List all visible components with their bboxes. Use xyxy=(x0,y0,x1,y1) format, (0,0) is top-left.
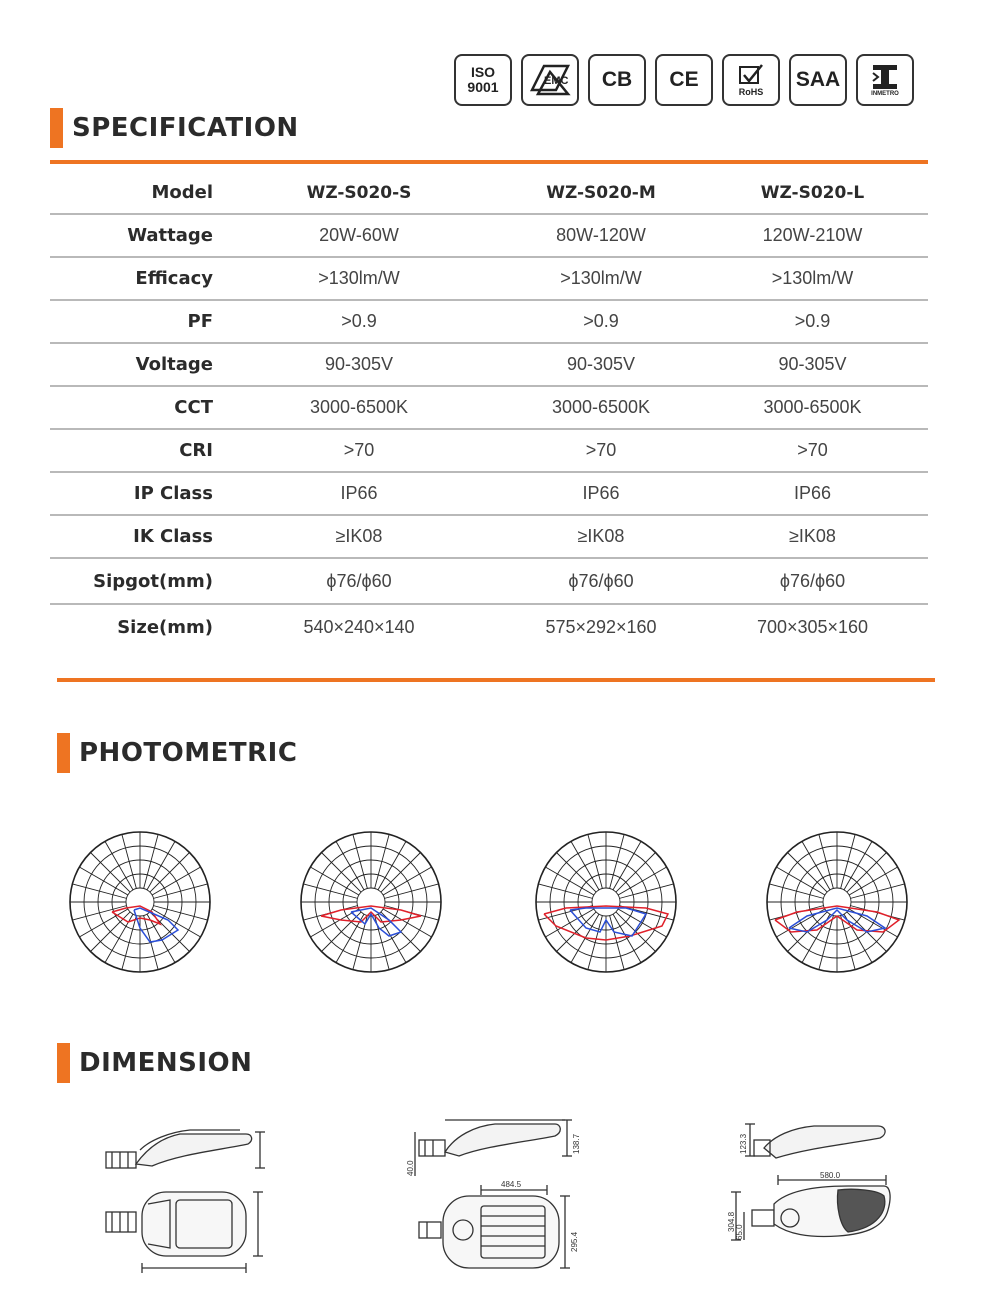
spec-value: ϕ76/ϕ60 xyxy=(697,558,928,604)
spec-value: ≥IK08 xyxy=(697,515,928,558)
spec-value: >0.9 xyxy=(213,300,505,343)
spec-row xyxy=(50,172,928,214)
large-top-height-label: 304.8 xyxy=(727,1211,736,1232)
spec-value: 540×240×140 xyxy=(303,616,415,637)
medium-side-height-label: 138.7 xyxy=(572,1133,581,1154)
spec-value: 575×292×160 xyxy=(545,616,657,637)
spec-label: PF xyxy=(50,300,213,343)
spec-value: >130lm/W xyxy=(505,257,697,300)
spec-row xyxy=(50,214,928,257)
polar-diagram-2 xyxy=(297,828,445,976)
spec-value: ϕ76/ϕ60 xyxy=(505,558,697,604)
dimension-header xyxy=(57,1043,252,1083)
spec-value: 3000-6500K xyxy=(213,386,505,429)
spec-value: IP66 xyxy=(697,472,928,515)
dimension-drawing-medium xyxy=(405,1112,585,1282)
spec-label: Voltage xyxy=(50,343,213,386)
spec-value: WZ-S020-L xyxy=(697,172,928,214)
spec-row xyxy=(50,604,928,649)
spec-value: 700×305×160 xyxy=(756,616,869,637)
spec-label: Efficacy xyxy=(50,257,213,300)
spec-row xyxy=(50,257,928,300)
iso-9001-badge: ISO 9001 xyxy=(454,54,512,106)
polar-diagram-4 xyxy=(763,828,911,976)
spec-label: CCT xyxy=(50,386,213,429)
spec-row xyxy=(50,515,928,558)
spec-label: IK Class xyxy=(50,515,213,558)
spec-value: WZ-S020-S xyxy=(213,172,505,214)
polar-diagram-1 xyxy=(66,828,214,976)
spec-value: 80W-120W xyxy=(505,214,697,257)
section-accent-bar xyxy=(50,108,63,148)
photometric-header xyxy=(57,733,297,773)
spec-value: IP66 xyxy=(213,472,505,515)
spec-row xyxy=(50,558,928,604)
section-accent-bar xyxy=(57,733,70,773)
spec-value: ϕ76/ϕ60 xyxy=(213,558,505,604)
ce-mark-badge: CE xyxy=(655,54,713,106)
spec-row xyxy=(50,386,928,429)
specification-table xyxy=(50,172,928,649)
spec-label: Sipgot(mm) xyxy=(50,558,213,604)
spec-value: 3000-6500K xyxy=(505,386,697,429)
section-title: SPECIFICATION xyxy=(72,113,299,143)
dimension-drawing-large xyxy=(728,1116,898,1276)
spec-label: CRI xyxy=(50,429,213,472)
spec-value: >70 xyxy=(213,429,505,472)
spec-value: 20W-60W xyxy=(213,214,505,257)
large-side-height-label: 123.3 xyxy=(739,1133,748,1154)
spec-value: 90-305V xyxy=(697,343,928,386)
medium-top-width-label: 484.5 xyxy=(501,1180,522,1189)
certification-badges xyxy=(454,54,914,106)
spec-value: ≥IK08 xyxy=(505,515,697,558)
medium-side-depth-label: 40.0 xyxy=(406,1160,415,1176)
spec-value: IP66 xyxy=(505,472,697,515)
spec-value: >70 xyxy=(505,429,697,472)
section-title: DIMENSION xyxy=(79,1048,253,1078)
c90-curve xyxy=(570,908,646,936)
spec-value: WZ-S020-M xyxy=(505,172,697,214)
spec-value: 90-305V xyxy=(505,343,697,386)
spec-label: Wattage xyxy=(50,214,213,257)
emc-mark-badge xyxy=(521,54,579,106)
specification-header xyxy=(50,108,299,148)
spec-value: >130lm/W xyxy=(697,257,928,300)
spigot-side xyxy=(106,1152,136,1168)
rohs-badge: RoHS xyxy=(722,54,780,106)
top-divider xyxy=(50,160,928,164)
svg-text:EMC: EMC xyxy=(544,75,569,87)
spec-row xyxy=(50,343,928,386)
large-top-width-label: 580.0 xyxy=(820,1171,841,1180)
inmetro-badge: INMETRO xyxy=(856,54,914,106)
spec-value: ≥IK08 xyxy=(213,515,505,558)
spec-row xyxy=(50,429,928,472)
spec-value: 90-305V xyxy=(213,343,505,386)
spec-value: >130lm/W xyxy=(213,257,505,300)
cb-badge: CB xyxy=(588,54,646,106)
section-accent-bar xyxy=(57,1043,70,1083)
spec-value: 120W-210W xyxy=(697,214,928,257)
saa-badge: SAA xyxy=(789,54,847,106)
large-top-depth-label: 65.0 xyxy=(735,1224,744,1240)
spec-value: >0.9 xyxy=(505,300,697,343)
spec-row xyxy=(50,300,928,343)
spec-label: IP Class xyxy=(50,472,213,515)
bottom-divider xyxy=(57,678,935,682)
section-title: PHOTOMETRIC xyxy=(79,738,298,768)
spec-value: >0.9 xyxy=(697,300,928,343)
spec-label: Model xyxy=(50,172,213,214)
dimension-drawing-small xyxy=(100,1120,270,1280)
spec-row xyxy=(50,472,928,515)
spec-value: >70 xyxy=(697,429,928,472)
spec-label: Size(mm) xyxy=(117,616,213,638)
spec-value: 3000-6500K xyxy=(697,386,928,429)
polar-diagram-3 xyxy=(532,828,680,976)
medium-top-height-label: 295.4 xyxy=(570,1231,579,1252)
